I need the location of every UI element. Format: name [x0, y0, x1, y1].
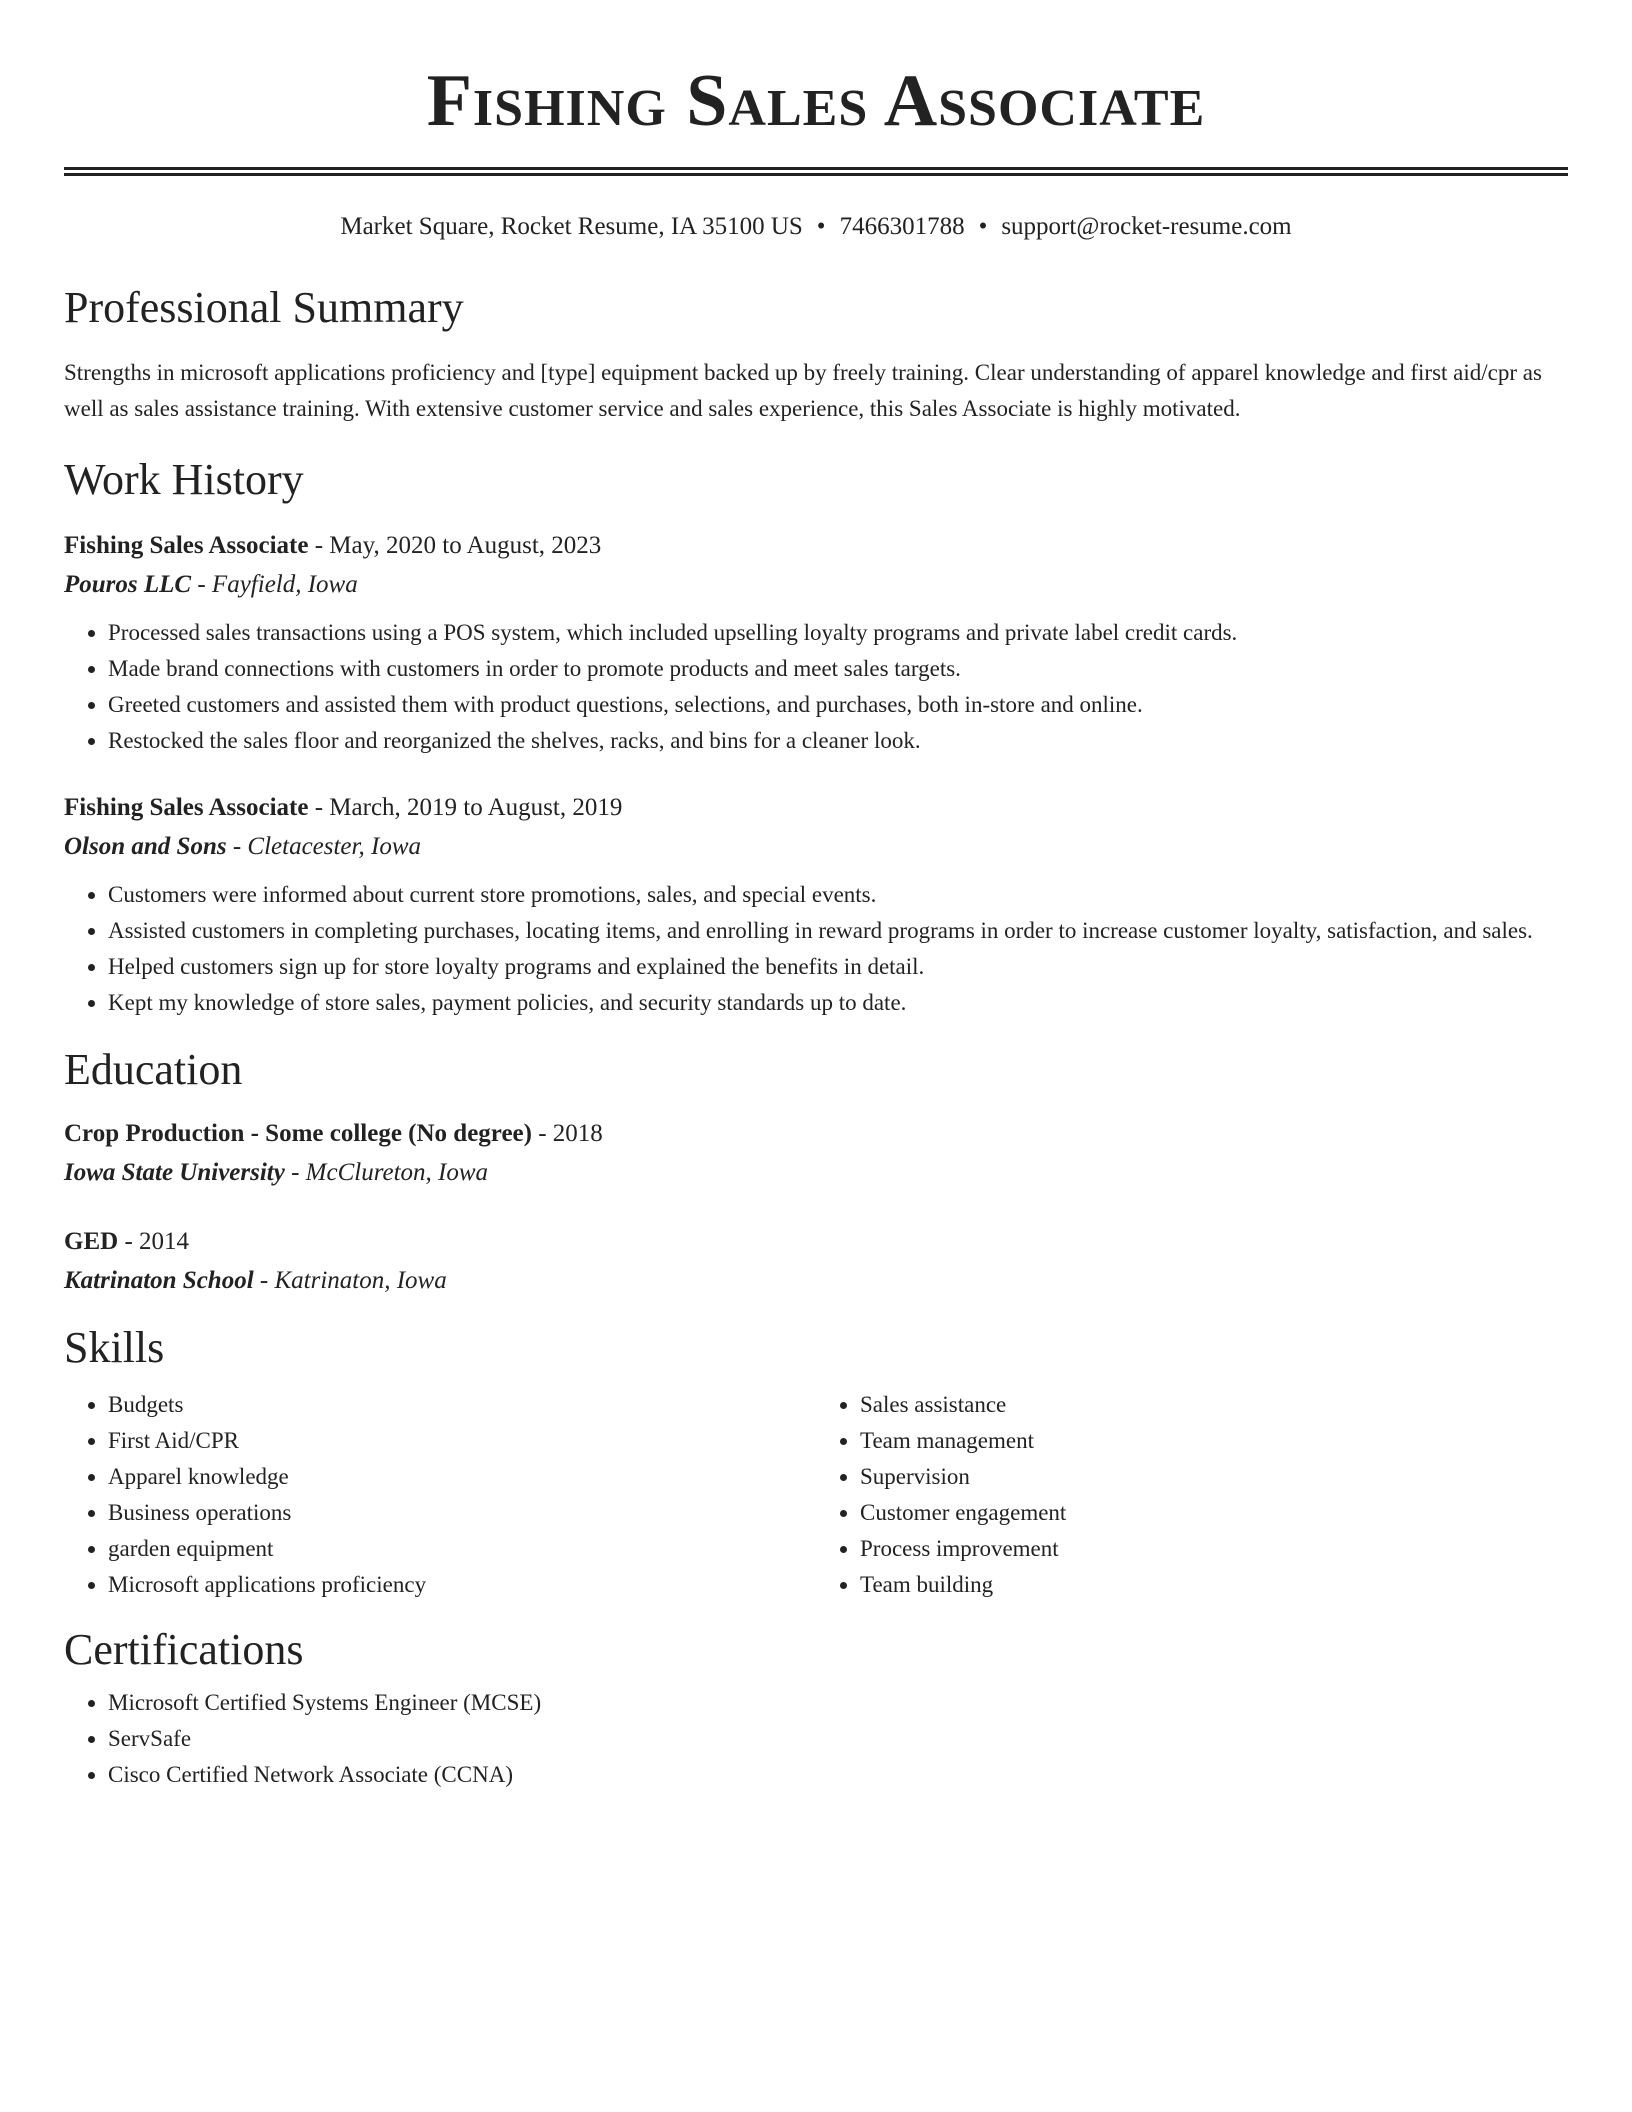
certification-item: • ServSafe [108, 1721, 1568, 1757]
job-duty: • Assisted customers in completing purchases, locating items, and enrolling in reward programs in order to increase customer loyalty, satisfaction, and sales. [108, 913, 1568, 949]
resume-title: Fishing Sales Associate [426, 60, 1206, 142]
contact-separator: • [978, 213, 988, 240]
job-duty: • Restocked the sales floor and reorganized the shelves, racks, and bins for a cleaner look. [108, 723, 1568, 759]
job-duty: • Customers were informed about current store promotions, sales, and special events. [108, 877, 1568, 913]
certifications-heading: Certifications [64, 1625, 304, 1674]
job-title: Fishing Sales Associate [64, 532, 309, 559]
job-header [64, 789, 1568, 827]
skill-item: • Microsoft applications proficiency [108, 1567, 816, 1603]
education-entry [64, 1223, 1568, 1301]
work-history-section [64, 455, 1568, 1021]
skill-item: • Sales assistance [860, 1387, 1568, 1423]
education-school: Iowa State University [64, 1159, 285, 1186]
education-year: - 2014 [118, 1228, 190, 1255]
job-location: - Fayfield, Iowa [191, 571, 358, 598]
education-location: - McClureton, Iowa [284, 1159, 489, 1186]
skill-item: • Team building [860, 1567, 1568, 1603]
skill-item: • Business operations [108, 1495, 816, 1531]
education-heading: Education [64, 1045, 243, 1094]
education-location: - Katrinaton, Iowa [253, 1267, 447, 1294]
job-employer [64, 565, 1568, 605]
skills-grid [64, 1387, 1568, 1603]
skills-list-right [816, 1387, 1568, 1603]
contact-line [64, 212, 1568, 242]
summary-heading: Professional Summary [64, 283, 464, 332]
job-dates: - March, 2019 to August, 2019 [308, 794, 623, 821]
title-double-rule [64, 167, 1568, 176]
skill-item: • Budgets [108, 1387, 816, 1423]
job-dates: - May, 2020 to August, 2023 [308, 532, 602, 559]
skill-item: • Apparel knowledge [108, 1459, 816, 1495]
skill-item: • First Aid/CPR [108, 1423, 816, 1459]
skill-item: • Process improvement [860, 1531, 1568, 1567]
education-degree: GED [64, 1228, 119, 1255]
summary-text: Strengths in microsoft applications proficiency and [type] equipment backed up by freely training. Clear understanding of apparel knowledge and first aid/cpr as well as sales assistance training. With extensive customer service and sales experience, this Sales Associate is highly motivated. [64, 360, 1542, 421]
education-institution [64, 1261, 1568, 1301]
job-duty: • Helped customers sign up for store loyalty programs and explained the benefits in detail. [108, 949, 1568, 985]
certifications-list [64, 1685, 1568, 1793]
work-history-heading: Work History [64, 455, 304, 504]
job-entry [64, 527, 1568, 759]
contact-separator: • [816, 213, 826, 240]
job-company: Pouros LLC [64, 571, 192, 598]
contact-address: Market Square, Rocket Resume, IA 35100 US [340, 213, 803, 240]
job-company: Olson and Sons [64, 833, 227, 860]
education-header [64, 1223, 1568, 1261]
education-header [64, 1115, 1568, 1153]
summary-section [64, 283, 1568, 427]
skill-item: • Team management [860, 1423, 1568, 1459]
job-duty: • Greeted customers and assisted them with product questions, selections, and purchases, both in-store and online. [108, 687, 1568, 723]
education-school: Katrinaton School [64, 1267, 254, 1294]
job-location: - Cletacester, Iowa [226, 833, 421, 860]
education-institution [64, 1153, 1568, 1193]
job-employer [64, 827, 1568, 867]
job-duty: • Made brand connections with customers in order to promote products and meet sales targets. [108, 651, 1568, 687]
contact-email: support@rocket-resume.com [1001, 213, 1292, 240]
skills-heading: Skills [64, 1323, 165, 1372]
skill-item: • Customer engagement [860, 1495, 1568, 1531]
skill-item: • Supervision [860, 1459, 1568, 1495]
education-degree: Crop Production - Some college (No degree) [64, 1120, 532, 1147]
certifications-section [64, 1625, 1568, 1793]
job-title: Fishing Sales Associate [64, 794, 309, 821]
education-year: - 2018 [531, 1120, 603, 1147]
job-duties-list [64, 615, 1568, 759]
skills-list-left [64, 1387, 816, 1603]
job-duty: • Processed sales transactions using a POS system, which included upselling loyalty programs and private label credit cards. [108, 615, 1568, 651]
education-entry [64, 1115, 1568, 1193]
job-duties-list [64, 877, 1568, 1021]
job-header [64, 527, 1568, 565]
education-section [64, 1045, 1568, 1301]
skills-section [64, 1323, 1568, 1603]
skill-item: • garden equipment [108, 1531, 816, 1567]
job-entry [64, 789, 1568, 1021]
certification-item: • Cisco Certified Network Associate (CCNA) [108, 1757, 1568, 1793]
job-duty: • Kept my knowledge of store sales, payment policies, and security standards up to date. [108, 985, 1568, 1021]
contact-phone: 7466301788 [839, 213, 965, 240]
certification-item: • Microsoft Certified Systems Engineer (MCSE) [108, 1685, 1568, 1721]
